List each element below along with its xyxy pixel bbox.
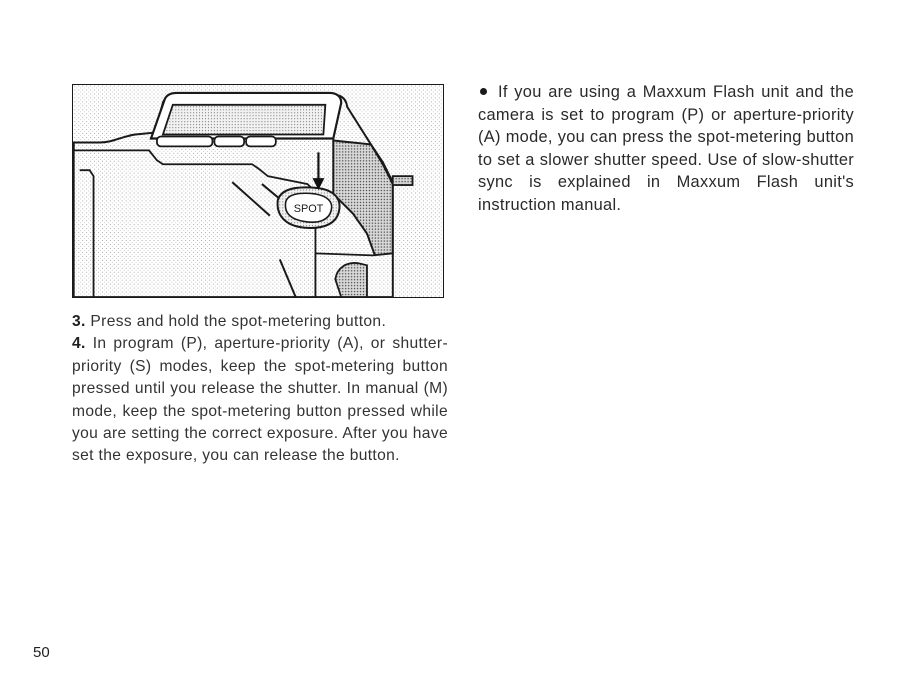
- steps-block: [72, 311, 448, 468]
- camera-button-right: [246, 137, 276, 147]
- page-number: 50: [33, 644, 50, 661]
- camera-grip-recess: [335, 263, 367, 297]
- bullet-icon: [480, 88, 487, 95]
- camera-button-left: [157, 137, 212, 147]
- spot-button-label: SPOT: [293, 202, 324, 215]
- camera-illustration: [72, 84, 444, 298]
- step-number: 3.: [72, 313, 86, 330]
- lcd-panel: [163, 105, 325, 135]
- strap-lug: [393, 176, 413, 185]
- step-text: In program (P), aperture-priority (A), or shutter-priority (S) modes, keep the spot-metering button pressed until you release the shutter. In manual (M) mode, keep the spot-metering button pressed while you are setting the correct exposure. After you have set the exposure, you can release the button.: [72, 335, 448, 465]
- flash-note-paragraph: [478, 81, 854, 217]
- step-item: [72, 311, 448, 333]
- camera-button-middle: [214, 137, 244, 147]
- step-number: 4.: [72, 335, 86, 353]
- step-text: Press and hold the spot-metering button.: [90, 313, 387, 330]
- flash-note: [478, 81, 854, 217]
- flash-note-text: If you are using a Maxxum Flash unit and the camera is set to program (P) or aperture-priority (A) mode, you can press the spot-metering button to set a slower shutter speed. Use of slow-shutter sync is explained in Maxxum Flash unit's instruction manual.: [478, 83, 854, 214]
- step-item: [72, 333, 448, 467]
- camera-top-view-drawing: [73, 85, 443, 297]
